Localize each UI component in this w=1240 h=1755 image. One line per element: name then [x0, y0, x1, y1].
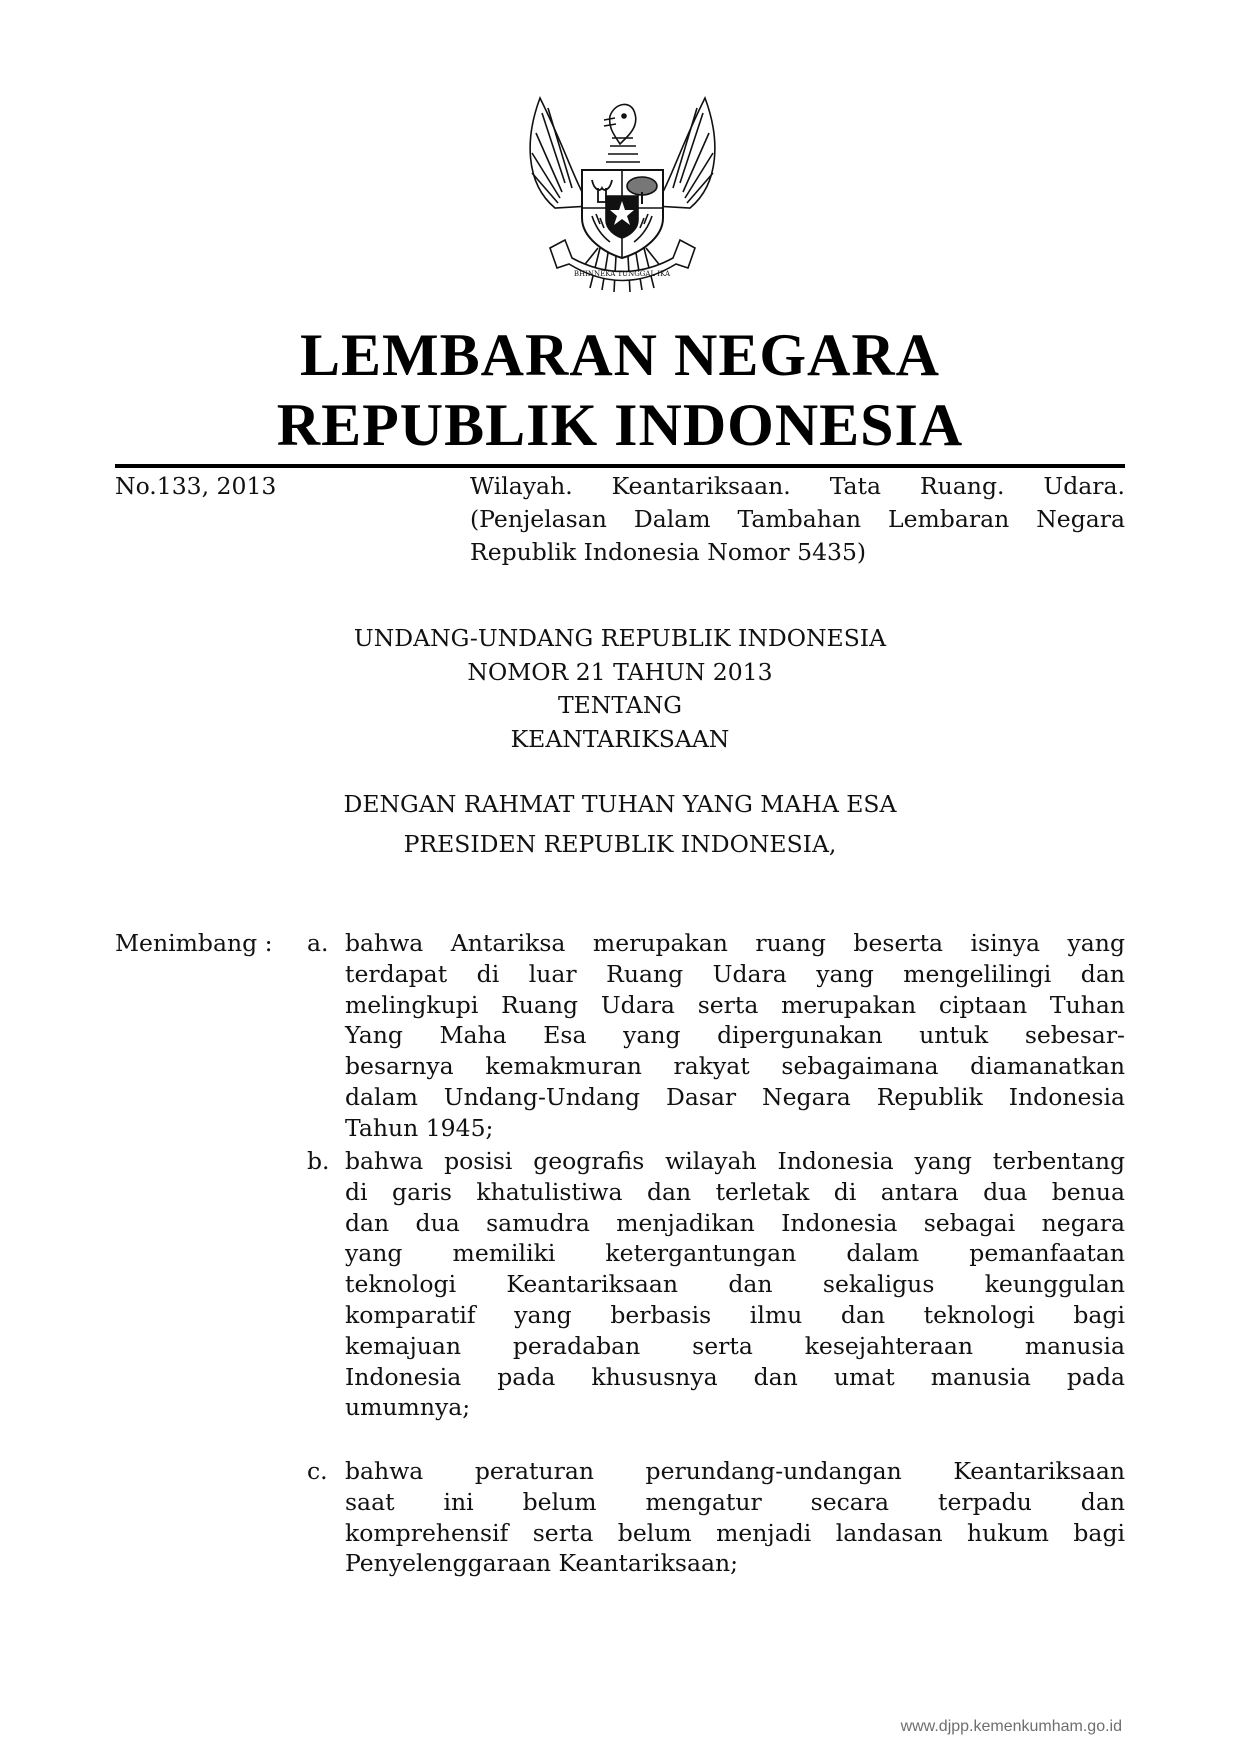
text-line: umumnya;: [345, 1393, 471, 1422]
text-line: Penyelenggaraan Keantariksaan;: [345, 1549, 739, 1578]
text-line: Tahun 1945;: [345, 1113, 494, 1142]
consideration-item-b: [307, 1146, 1125, 1423]
text-line: Indonesia pada khususnya dan umat manusia pada: [345, 1362, 1125, 1391]
text-line: yang memiliki ketergantungan dalam pemanfaatan: [345, 1239, 1125, 1268]
text-line: Yang Maha Esa yang dipergunakan untuk sebesar-: [345, 1021, 1125, 1050]
item-letter: b.: [307, 1147, 330, 1175]
law-number: NOMOR 21 TAHUN 2013: [467, 657, 773, 686]
masthead-title-line2: REPUBLIK INDONESIA: [276, 392, 964, 458]
text-line: dan dua samudra menjadikan Indonesia sebagai negara: [345, 1208, 1125, 1237]
footer-website-link[interactable]: www.djpp.kemenkumham.go.id: [900, 1718, 1122, 1735]
gazette-subject-line: Wilayah. Keantariksaan. Tata Ruang. Udara.: [470, 472, 1125, 500]
preamble-president: PRESIDEN REPUBLIK INDONESIA,: [403, 830, 837, 858]
item-letter: a.: [307, 929, 329, 957]
gazette-subject-line: (Penjelasan Dalam Tambahan Lembaran Negara: [470, 505, 1125, 533]
considerations-label: Menimbang :: [115, 929, 273, 957]
text-line: teknologi Keantariksaan dan sekaligus keunggulan: [345, 1270, 1125, 1299]
law-type: UNDANG-UNDANG REPUBLIK INDONESIA: [353, 624, 887, 652]
text-line: di garis khatulistiwa dan terletak di antara dua benua: [345, 1177, 1125, 1206]
text-line: bahwa peraturan perundang-undangan Keantariksaan: [345, 1457, 1125, 1485]
svg-text:BHINNEKA TUNGGAL IKA: BHINNEKA TUNGGAL IKA: [573, 270, 671, 278]
text-line: bahwa posisi geografis wilayah Indonesia yang terbentang: [345, 1147, 1125, 1175]
consideration-item-a: [307, 928, 1125, 1144]
text-line: kemajuan peradaban serta kesejahteraan manusia: [345, 1331, 1125, 1360]
law-title: [0, 622, 1240, 756]
law-subject: KEANTARIKSAAN: [510, 724, 730, 753]
text-line: besarnya kemakmuran rakyat sebagaimana diamanatkan: [345, 1052, 1125, 1081]
text-line: melingkupi Ruang Udara serta merupakan ciptaan Tuhan: [345, 990, 1125, 1019]
text-line: terdapat di luar Ruang Udara yang mengelilingi dan: [345, 959, 1125, 988]
masthead-divider: [115, 464, 1125, 468]
preamble-invocation: DENGAN RAHMAT TUHAN YANG MAHA ESA: [343, 790, 897, 818]
text-line: komparatif yang berbasis ilmu dan teknologi bagi: [345, 1300, 1125, 1329]
text-line: dalam Undang-Undang Dasar Negara Republik Indonesia: [345, 1082, 1125, 1111]
consideration-item-c: [307, 1456, 1125, 1579]
gazette-subject-line: Republik Indonesia Nomor 5435): [470, 538, 867, 566]
item-letter: c.: [307, 1457, 328, 1485]
preamble-opening: [0, 784, 1240, 864]
law-about-label: TENTANG: [557, 691, 683, 719]
garuda-emblem-icon: [520, 88, 725, 293]
masthead-title-line1: LEMBARAN NEGARA: [299, 322, 941, 388]
text-line: komprehensif serta belum menjadi landasan hukum bagi: [345, 1518, 1125, 1547]
gazette-subject: [470, 470, 1125, 569]
text-line: bahwa Antariksa merupakan ruang beserta isinya yang: [345, 929, 1125, 957]
gazette-number: No.133, 2013: [115, 472, 277, 500]
text-line: saat ini belum mengatur secara terpadu dan: [345, 1487, 1125, 1516]
